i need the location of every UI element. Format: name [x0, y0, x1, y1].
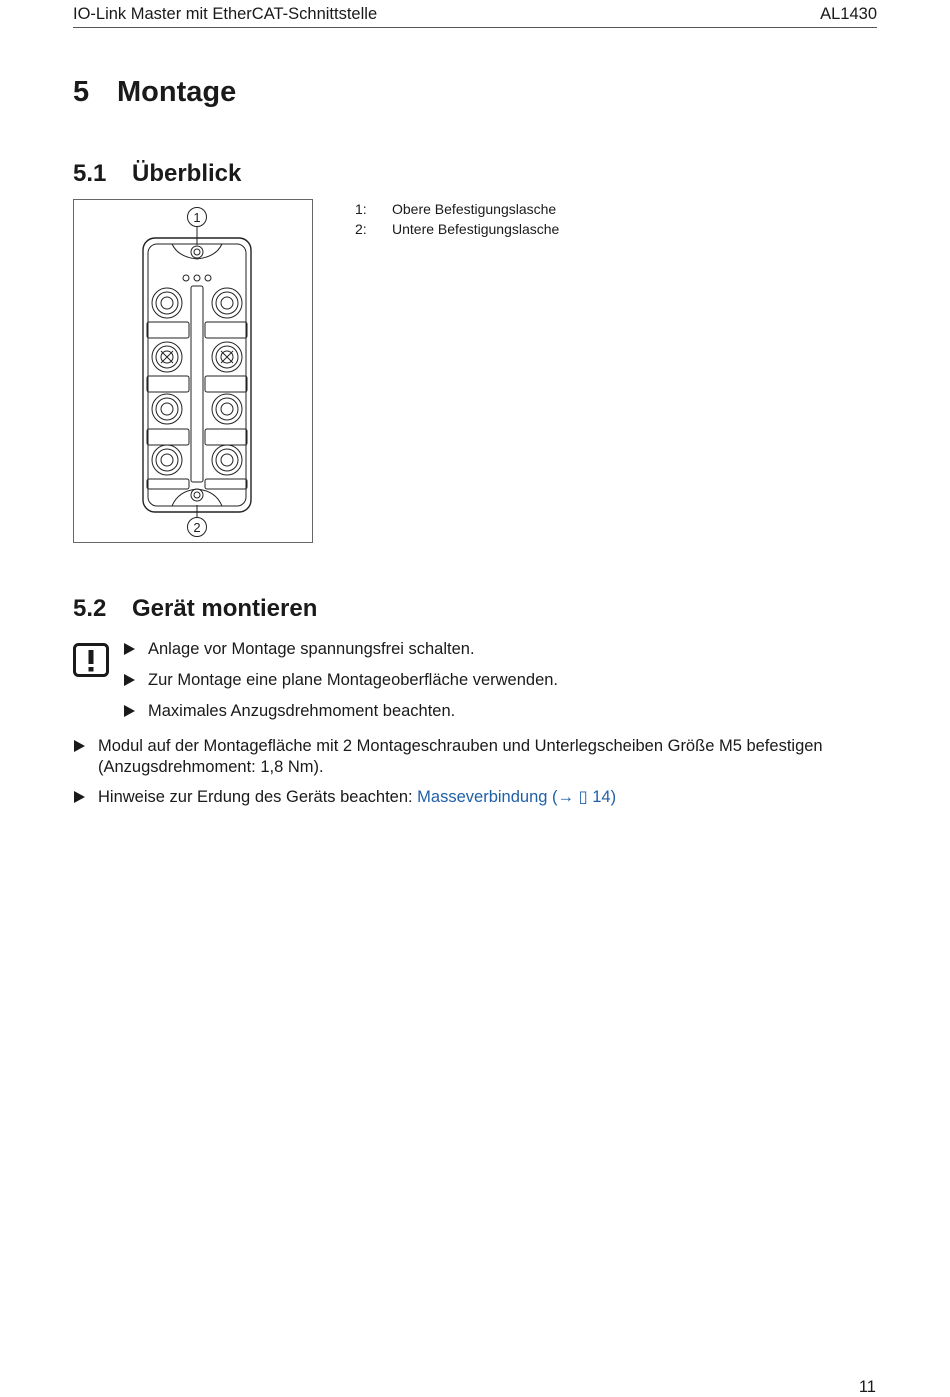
section-title: Gerät montieren — [132, 595, 318, 622]
section-number: 5.2 — [73, 595, 107, 622]
triangle-right-icon — [124, 674, 135, 686]
center-channel — [191, 286, 203, 482]
triangle-right-icon — [124, 643, 135, 655]
led-indicator — [205, 275, 211, 281]
led-indicator — [183, 275, 189, 281]
label-strip — [147, 322, 189, 338]
triangle-right-icon — [74, 740, 85, 752]
connector-port — [152, 394, 182, 424]
label-strip — [147, 376, 189, 392]
section-title: Montage — [117, 76, 237, 108]
label-strip — [147, 429, 189, 445]
warning-step-text: Maximales Anzugsdrehmoment beachten. — [148, 702, 456, 720]
legend-item — [355, 221, 559, 241]
label-strip — [205, 322, 247, 338]
connector-port — [212, 445, 242, 475]
legend-item — [355, 201, 559, 221]
bottom-screw-core — [194, 492, 200, 498]
exclamation-box-icon — [73, 643, 109, 677]
masseverbindung-link[interactable]: Masseverbindung (→ ▯ 14) — [417, 788, 617, 806]
bottom-screw-hole — [191, 489, 203, 501]
mounting-step-text-line2: (Anzugsdrehmoment: 1,8 Nm). — [98, 758, 324, 776]
label-strip — [205, 479, 247, 489]
section-number: 5 — [73, 76, 90, 108]
header-product: AL1430 — [820, 5, 877, 23]
callout-label-1: 1 — [193, 210, 201, 225]
legend-label: Obere Befestigungslasche — [392, 201, 557, 217]
label-strip — [147, 479, 189, 489]
legend-key: 1: — [355, 201, 367, 217]
connector-port — [212, 342, 242, 372]
figure-legend — [355, 201, 559, 240]
header-title: IO-Link Master mit EtherCAT-Schnittstelle — [73, 5, 378, 23]
mounting-step-text-line1: Modul auf der Montagefläche mit 2 Montageschrauben und Unterlegscheiben Größe M5 befestigen — [98, 737, 823, 755]
connector-port — [212, 394, 242, 424]
legend-key: 2: — [355, 220, 367, 237]
callout-label-2: 2 — [193, 520, 201, 535]
connector-port — [152, 288, 182, 318]
top-screw-core — [194, 249, 200, 255]
led-indicator — [194, 275, 200, 281]
top-screw-hole — [191, 246, 203, 258]
label-strip — [205, 376, 247, 392]
warning-step-text: Zur Montage eine plane Montageoberfläche verwenden. — [148, 671, 559, 689]
page-number: 11 — [858, 1378, 876, 1396]
page-header — [73, 4, 877, 28]
section-number: 5.1 — [73, 160, 107, 187]
triangle-right-icon — [124, 705, 135, 717]
device-drawing — [74, 200, 314, 544]
warning-step-text: Anlage vor Montage spannungsfrei schalten. — [148, 640, 475, 658]
device-housing-inner — [148, 244, 246, 506]
triangle-right-icon — [74, 791, 85, 803]
section-title: Überblick — [132, 160, 242, 187]
connector-port — [212, 288, 242, 318]
label-strip — [205, 429, 247, 445]
legend-label: Untere Befestigungslasche — [392, 220, 560, 237]
device-housing — [143, 238, 251, 512]
earthing-step-text: Hinweise zur Erdung des Geräts beachten: — [98, 788, 418, 806]
section-heading-montage — [73, 76, 236, 109]
section-heading-geraet-montieren — [73, 595, 317, 623]
section-heading-ueberblick — [73, 160, 241, 188]
device-figure — [73, 199, 313, 543]
connector-port — [152, 342, 182, 372]
connector-port — [152, 445, 182, 475]
